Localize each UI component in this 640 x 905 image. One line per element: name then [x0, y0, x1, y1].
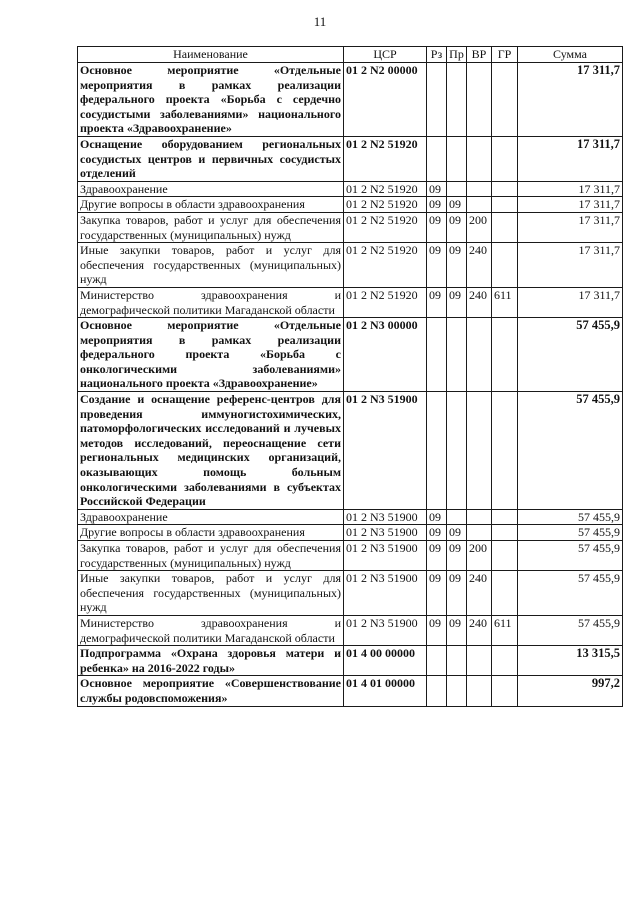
- cell-vr: 200: [467, 541, 492, 571]
- cell-pr: 09: [447, 197, 467, 213]
- cell-csr: 01 2 N3 51900: [344, 509, 427, 525]
- table-row: [78, 571, 623, 616]
- cell-gr: [492, 63, 518, 137]
- header-gr: ГР: [492, 47, 518, 63]
- cell-pr: 09: [447, 525, 467, 541]
- cell-rz: 09: [427, 243, 447, 288]
- cell-csr: 01 2 N2 51920: [344, 136, 427, 181]
- cell-name: Основное мероприятие «Отдельные мероприятия в рамках реализации федерального проекта «Борьба с сердечно сосудистыми заболеваниями» национального проекта «Здравоохранение»: [78, 63, 344, 137]
- cell-gr: [492, 541, 518, 571]
- cell-rz: 09: [427, 571, 447, 616]
- cell-name: Подпрограмма «Охрана здоровья матери и ребенка» на 2016-2022 годы»: [78, 646, 344, 676]
- cell-rz: [427, 392, 447, 510]
- cell-sum: 17 311,7: [518, 287, 623, 317]
- cell-name: Министерство здравоохранения и демографической политики Магаданской области: [78, 287, 344, 317]
- header-vr: ВР: [467, 47, 492, 63]
- cell-gr: 611: [492, 287, 518, 317]
- cell-sum: 997,2: [518, 676, 623, 706]
- cell-vr: [467, 318, 492, 392]
- cell-sum: 57 455,9: [518, 392, 623, 510]
- cell-pr: [447, 509, 467, 525]
- cell-rz: 09: [427, 181, 447, 197]
- cell-csr: 01 2 N3 51900: [344, 571, 427, 616]
- cell-name: Другие вопросы в области здравоохранения: [78, 197, 344, 213]
- cell-csr: 01 2 N2 00000: [344, 63, 427, 137]
- cell-csr: 01 2 N2 51920: [344, 197, 427, 213]
- cell-sum: 17 311,7: [518, 136, 623, 181]
- cell-name: Создание и оснащение референс-центров для проведения иммуногистохимических, патоморфологических исследований и лучевых методов исследований, переоснащение сети региональных медицинских организаций, оказывающих помощь больным онкологическими заболеваниями в субъектах Российской Федерации: [78, 392, 344, 510]
- cell-rz: 09: [427, 197, 447, 213]
- cell-csr: 01 2 N3 51900: [344, 525, 427, 541]
- table-body: [78, 63, 623, 707]
- header-name: Наименование: [78, 47, 344, 63]
- cell-pr: 09: [447, 287, 467, 317]
- cell-vr: 240: [467, 287, 492, 317]
- header-rz: Рз: [427, 47, 447, 63]
- cell-sum: 17 311,7: [518, 197, 623, 213]
- cell-vr: [467, 63, 492, 137]
- table-row: [78, 392, 623, 510]
- cell-sum: 57 455,9: [518, 571, 623, 616]
- table-row: [78, 509, 623, 525]
- cell-name: Здравоохранение: [78, 181, 344, 197]
- cell-pr: [447, 181, 467, 197]
- cell-rz: 09: [427, 509, 447, 525]
- cell-vr: 200: [467, 212, 492, 242]
- cell-csr: 01 2 N3 00000: [344, 318, 427, 392]
- cell-rz: 09: [427, 615, 447, 645]
- cell-gr: [492, 197, 518, 213]
- cell-pr: [447, 318, 467, 392]
- cell-vr: [467, 181, 492, 197]
- cell-csr: 01 2 N3 51900: [344, 541, 427, 571]
- table-row: [78, 212, 623, 242]
- cell-vr: [467, 392, 492, 510]
- cell-csr: 01 4 01 00000: [344, 676, 427, 706]
- cell-vr: 240: [467, 615, 492, 645]
- cell-gr: [492, 181, 518, 197]
- cell-rz: 09: [427, 541, 447, 571]
- cell-rz: [427, 646, 447, 676]
- cell-pr: [447, 676, 467, 706]
- cell-vr: 240: [467, 571, 492, 616]
- table-row: [78, 615, 623, 645]
- table-row: [78, 646, 623, 676]
- cell-sum: 57 455,9: [518, 318, 623, 392]
- cell-name: Иные закупки товаров, работ и услуг для обеспечения государственных (муниципальных) нужд: [78, 571, 344, 616]
- cell-rz: 09: [427, 525, 447, 541]
- cell-rz: [427, 318, 447, 392]
- table-row: [78, 676, 623, 706]
- cell-sum: 57 455,9: [518, 509, 623, 525]
- cell-gr: [492, 136, 518, 181]
- budget-table: [77, 46, 623, 707]
- cell-name: Здравоохранение: [78, 509, 344, 525]
- cell-csr: 01 2 N3 51900: [344, 615, 427, 645]
- cell-name: Закупка товаров, работ и услуг для обеспечения государственных (муниципальных) нужд: [78, 541, 344, 571]
- cell-name: Основное мероприятие «Отдельные мероприятия в рамках реализации федерального проекта «Борьба с онкологическими заболеваниями» национального проекта «Здравоохранение»: [78, 318, 344, 392]
- table-row: [78, 243, 623, 288]
- header-pr: Пр: [447, 47, 467, 63]
- table-row: [78, 136, 623, 181]
- cell-rz: [427, 676, 447, 706]
- table-row: [78, 541, 623, 571]
- cell-gr: [492, 676, 518, 706]
- cell-csr: 01 2 N2 51920: [344, 287, 427, 317]
- table-row: [78, 181, 623, 197]
- cell-vr: [467, 646, 492, 676]
- cell-name: Иные закупки товаров, работ и услуг для обеспечения государственных (муниципальных) нужд: [78, 243, 344, 288]
- table-header: [78, 47, 623, 63]
- cell-rz: [427, 136, 447, 181]
- table-row: [78, 318, 623, 392]
- cell-gr: [492, 212, 518, 242]
- cell-rz: [427, 63, 447, 137]
- cell-pr: 09: [447, 541, 467, 571]
- cell-gr: [492, 392, 518, 510]
- header-csr: ЦСР: [344, 47, 427, 63]
- cell-pr: 09: [447, 243, 467, 288]
- cell-sum: 57 455,9: [518, 525, 623, 541]
- cell-sum: 13 315,5: [518, 646, 623, 676]
- cell-vr: [467, 136, 492, 181]
- header-row: [78, 47, 623, 63]
- cell-gr: [492, 509, 518, 525]
- cell-vr: [467, 197, 492, 213]
- cell-rz: 09: [427, 287, 447, 317]
- cell-gr: [492, 318, 518, 392]
- cell-sum: 17 311,7: [518, 212, 623, 242]
- cell-csr: 01 4 00 00000: [344, 646, 427, 676]
- table-row: [78, 63, 623, 137]
- cell-name: Закупка товаров, работ и услуг для обеспечения государственных (муниципальных) нужд: [78, 212, 344, 242]
- cell-pr: 09: [447, 212, 467, 242]
- cell-gr: [492, 525, 518, 541]
- cell-gr: [492, 646, 518, 676]
- cell-sum: 17 311,7: [518, 243, 623, 288]
- cell-sum: 17 311,7: [518, 63, 623, 137]
- cell-name: Министерство здравоохранения и демографической политики Магаданской области: [78, 615, 344, 645]
- cell-pr: 09: [447, 615, 467, 645]
- cell-vr: [467, 676, 492, 706]
- table-row: [78, 287, 623, 317]
- page-number: 11: [313, 14, 327, 29]
- cell-vr: [467, 509, 492, 525]
- header-sum: Сумма: [518, 47, 623, 63]
- cell-name: Другие вопросы в области здравоохранения: [78, 525, 344, 541]
- cell-pr: [447, 63, 467, 137]
- cell-sum: 17 311,7: [518, 181, 623, 197]
- cell-rz: 09: [427, 212, 447, 242]
- cell-gr: 611: [492, 615, 518, 645]
- cell-csr: 01 2 N2 51920: [344, 243, 427, 288]
- cell-pr: [447, 136, 467, 181]
- cell-name: Оснащение оборудованием региональных сосудистых центров и первичных сосудистых отделений: [78, 136, 344, 181]
- cell-csr: 01 2 N2 51920: [344, 181, 427, 197]
- table-row: [78, 197, 623, 213]
- table-row: [78, 525, 623, 541]
- cell-vr: [467, 525, 492, 541]
- cell-vr: 240: [467, 243, 492, 288]
- cell-gr: [492, 571, 518, 616]
- cell-sum: 57 455,9: [518, 541, 623, 571]
- cell-pr: 09: [447, 571, 467, 616]
- cell-sum: 57 455,9: [518, 615, 623, 645]
- cell-csr: 01 2 N2 51920: [344, 212, 427, 242]
- cell-csr: 01 2 N3 51900: [344, 392, 427, 510]
- cell-pr: [447, 646, 467, 676]
- cell-pr: [447, 392, 467, 510]
- cell-name: Основное мероприятие «Совершенствование службы родовспоможения»: [78, 676, 344, 706]
- cell-gr: [492, 243, 518, 288]
